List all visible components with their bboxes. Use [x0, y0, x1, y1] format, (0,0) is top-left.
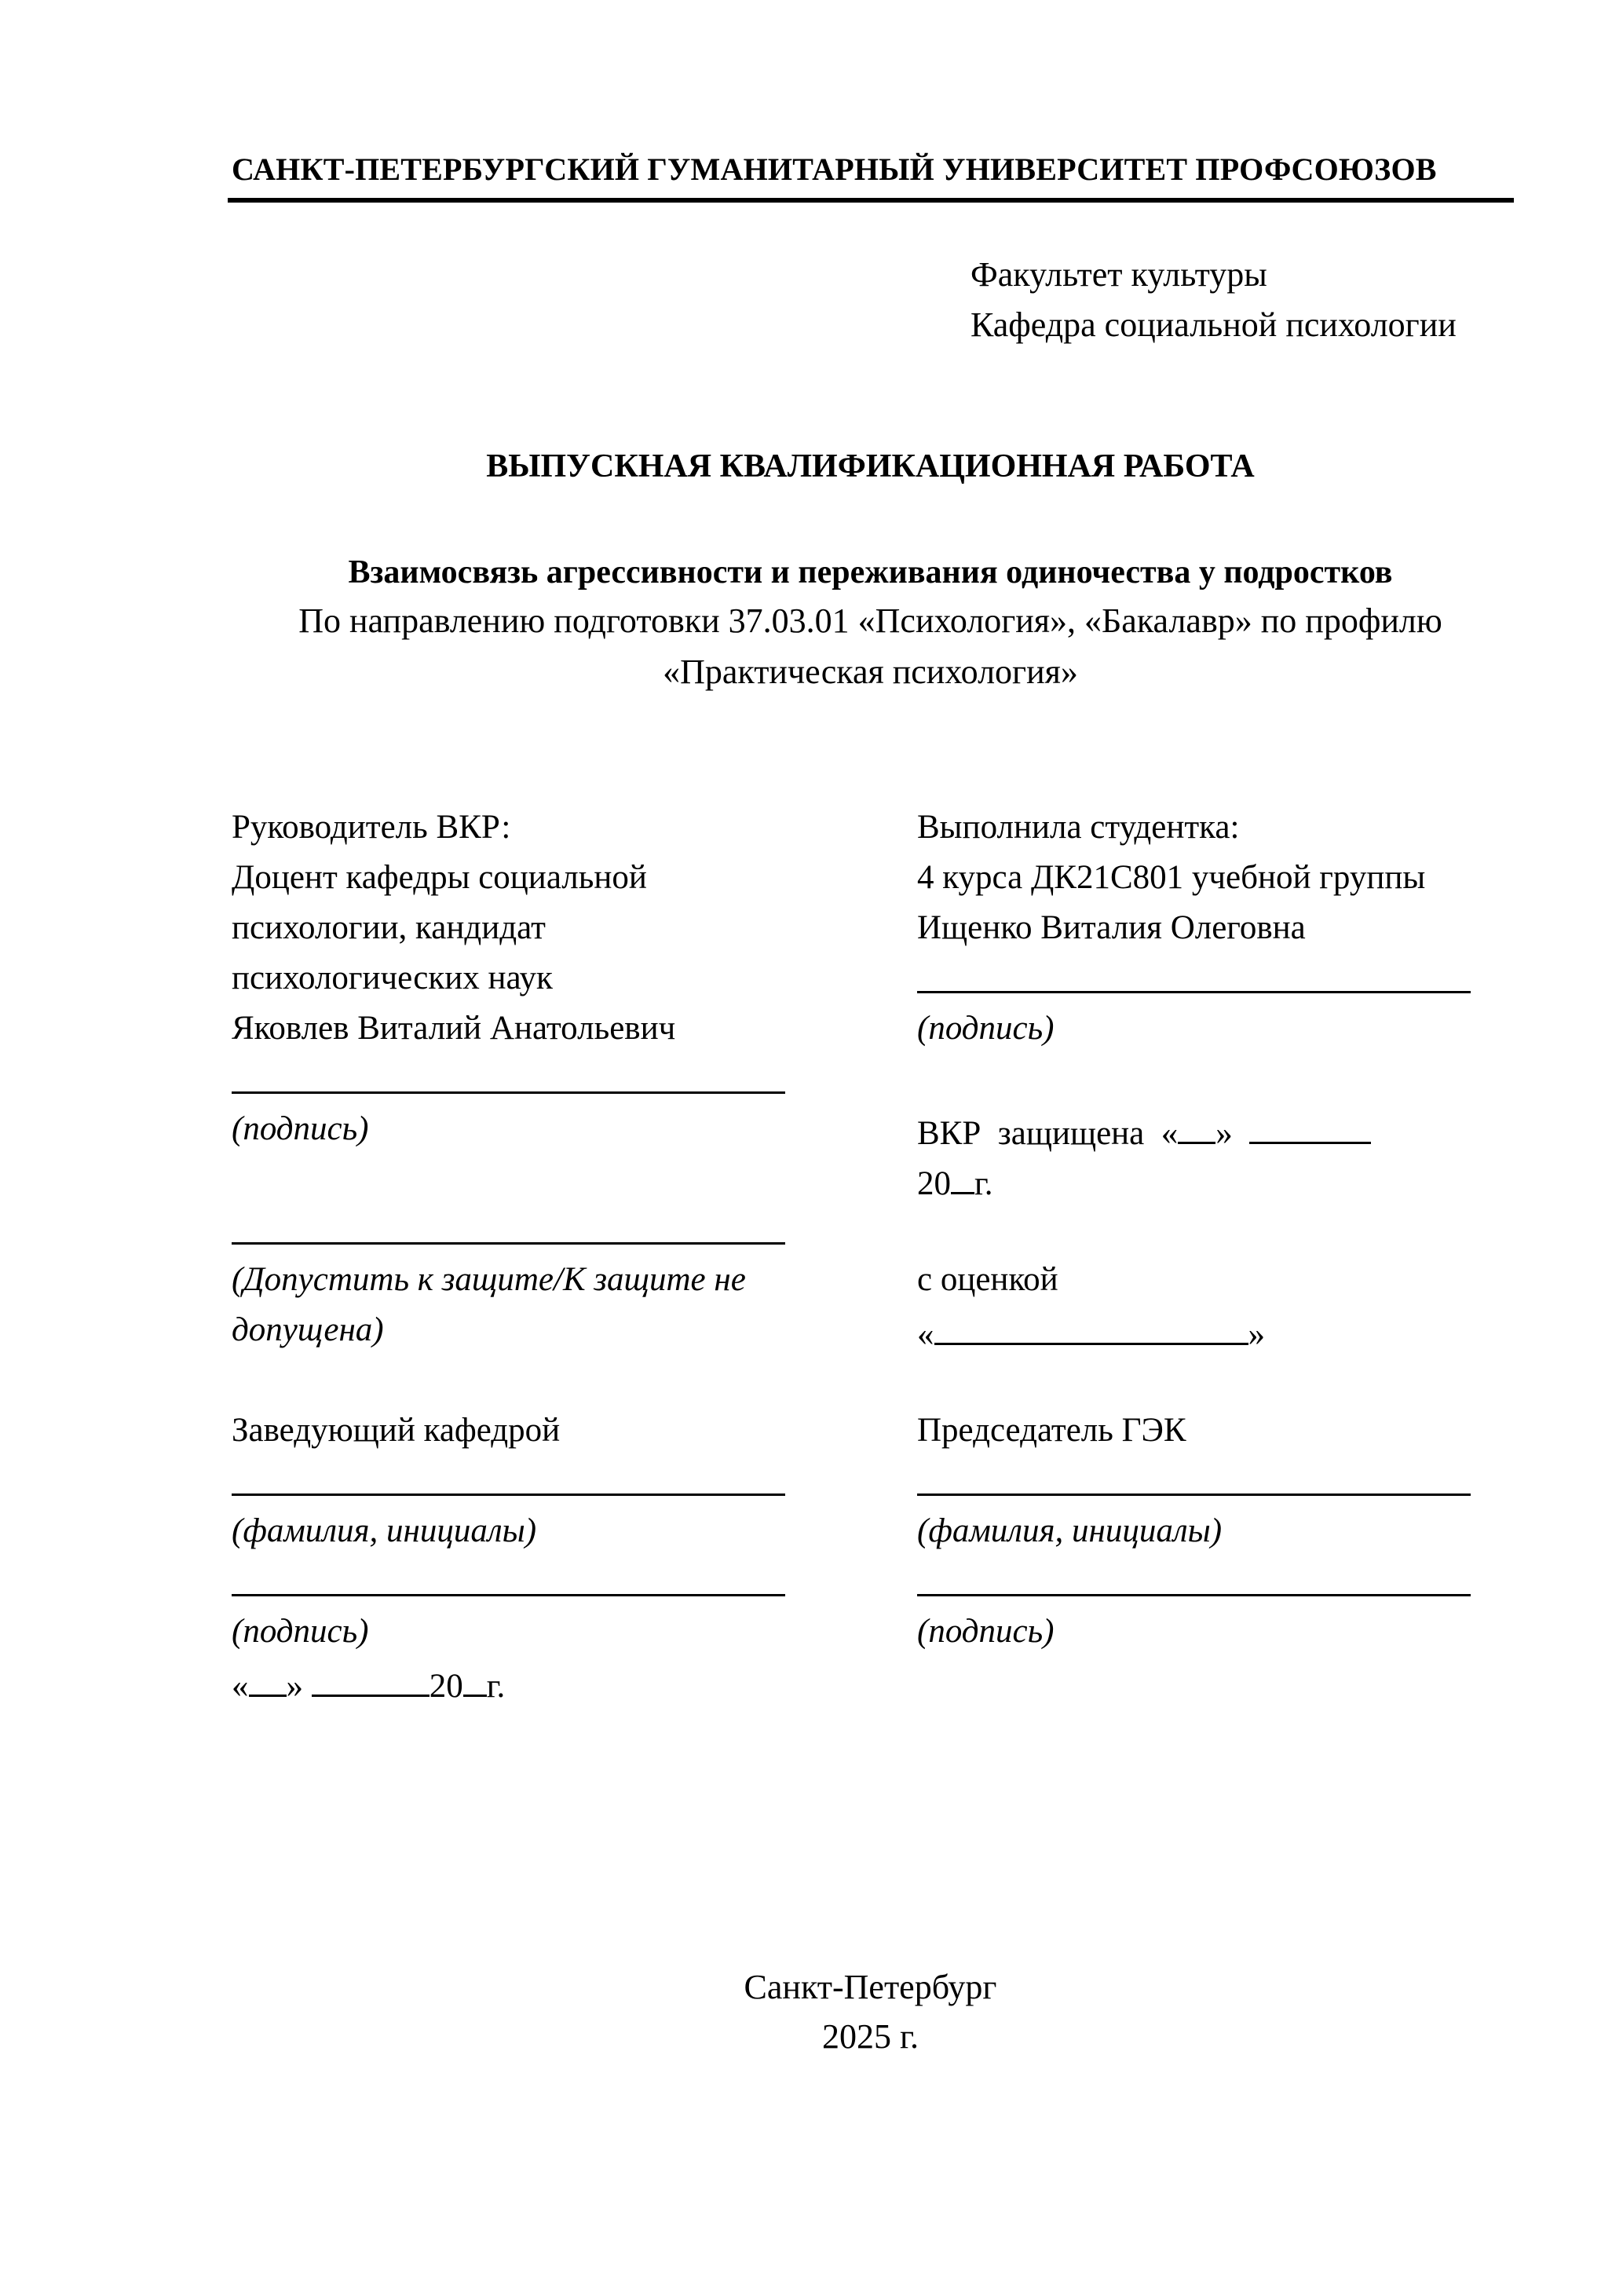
grade-open-quote: «	[917, 1316, 934, 1353]
grade-close-quote: »	[1248, 1316, 1265, 1353]
supervisor-name: Яковлев Виталий Анатольевич	[232, 1010, 676, 1047]
year-prefix: 20	[429, 1668, 463, 1705]
chair-name-field[interactable]	[917, 1456, 1522, 1506]
student-block	[917, 803, 1522, 1657]
grade-field[interactable]	[934, 1305, 1248, 1345]
admission-caption: допущена)	[232, 1311, 384, 1348]
supervisor-position: психологических наук	[232, 960, 553, 996]
supervisor-label: Руководитель ВКР:	[232, 809, 511, 846]
chair-signature-caption: (подпись)	[917, 1613, 1055, 1650]
grade-label: с оценкой	[917, 1261, 1058, 1298]
year-suffix: г.	[486, 1668, 506, 1705]
supervisor-block	[232, 803, 828, 1707]
date-open-quote: «	[232, 1668, 249, 1705]
year-suffix: г.	[974, 1165, 993, 1202]
city: Санкт-Петербург	[744, 1968, 997, 2006]
head-signature-field[interactable]	[232, 1556, 828, 1607]
study-direction: По направлению подготовки 37.03.01 «Психология», «Бакалавр» по профилю	[298, 601, 1442, 640]
signature-caption: (подпись)	[917, 1010, 1055, 1047]
chair-name-caption: (фамилия, инициалы)	[917, 1512, 1223, 1549]
head-signature-caption: (подпись)	[232, 1613, 369, 1650]
thesis-topic: Взаимосвязь агрессивности и переживания одиночества у подростков	[348, 554, 1393, 590]
defense-day-field[interactable]	[1178, 1104, 1215, 1144]
day-field[interactable]	[249, 1657, 287, 1697]
admission-decision-field[interactable]	[232, 1205, 828, 1255]
admission-caption: (Допустить к защите/К защите не	[232, 1261, 746, 1298]
year: 2025 г.	[821, 2017, 919, 2056]
defended-label: ВКР защищена «	[917, 1115, 1179, 1152]
supervisor-position: Доцент кафедры социальной	[232, 859, 647, 896]
commission-chair-label: Председатель ГЭК	[917, 1412, 1186, 1449]
month-field[interactable]	[312, 1657, 430, 1697]
head-approval-date	[232, 1657, 828, 1707]
document-type-title: ВЫПУСКНАЯ КВАЛИФИКАЦИОННАЯ РАБОТА	[486, 448, 1255, 484]
header-rule	[228, 198, 1514, 203]
defense-year-line	[917, 1154, 1522, 1205]
defense-month-field[interactable]	[1249, 1104, 1371, 1144]
head-name-field[interactable]	[232, 1456, 828, 1506]
year-field[interactable]	[463, 1657, 487, 1697]
student-signature-field[interactable]	[917, 953, 1522, 1004]
grade-line	[917, 1305, 1522, 1355]
defense-date-line	[917, 1104, 1522, 1154]
date-close-quote: »	[286, 1668, 303, 1705]
chair-signature-field[interactable]	[917, 1556, 1522, 1607]
student-name: Ищенко Виталия Олеговна	[917, 909, 1306, 946]
year-prefix: 20	[917, 1165, 951, 1202]
university-name: САНКТ-ПЕТЕРБУРГСКИЙ ГУМАНИТАРНЫЙ УНИВЕРСИТЕТ ПРОФСОЮЗОВ	[232, 152, 1437, 187]
defended-close-quote: »	[1215, 1115, 1233, 1152]
supervisor-signature-field[interactable]	[232, 1054, 828, 1104]
student-group: 4 курса ДК21С801 учебной группы	[917, 859, 1426, 896]
head-of-department-label: Заведующий кафедрой	[232, 1412, 561, 1449]
defense-year-field[interactable]	[951, 1154, 974, 1194]
study-profile: «Практическая психология»	[663, 653, 1078, 691]
head-name-caption: (фамилия, инициалы)	[232, 1512, 537, 1549]
signature-caption: (подпись)	[232, 1110, 369, 1147]
department-name: Кафедра социальной психологии	[971, 305, 1457, 344]
faculty-name: Факультет культуры	[971, 255, 1267, 294]
student-label: Выполнила студентка:	[917, 809, 1240, 846]
supervisor-position: психологии, кандидат	[232, 909, 546, 946]
